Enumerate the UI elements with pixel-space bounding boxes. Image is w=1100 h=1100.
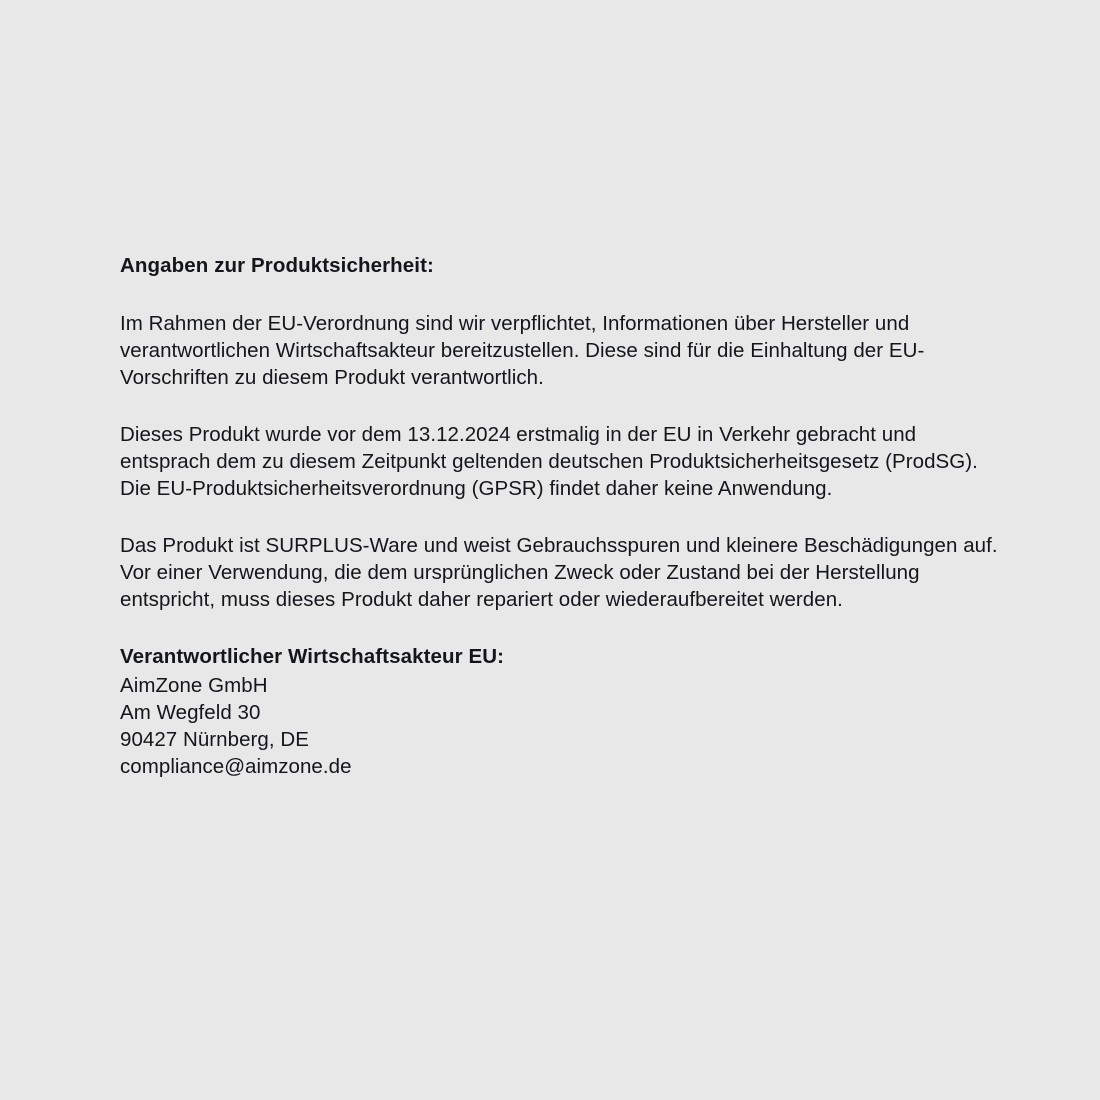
paragraph-eu-regulation-info: Im Rahmen der EU-Verordnung sind wir verpflichtet, Informationen über Hersteller und verantwortlichen Wirtschaftsakteur bereitzustellen. Diese sind für die Einhaltung der EU-Vorschriften zu diesem Produkt verantwortlich. xyxy=(120,311,925,389)
responsible-operator-block xyxy=(120,643,1000,780)
responsible-operator-email: compliance@aimzone.de xyxy=(120,755,352,779)
responsible-operator-city: 90427 Nürnberg, DE xyxy=(120,728,309,752)
paragraph-placed-on-market-date: Dieses Produkt wurde vor dem 13.12.2024 erstmalig in der EU in Verkehr gebracht und entsprach dem zu diesem Zeitpunkt geltenden deutschen Produktsicherheitsgesetz (ProdSG). Die EU-Produktsicherheitsverordnung (GPSR) findet daher keine Anwendung. xyxy=(120,422,978,500)
responsible-operator-street: Am Wegfeld 30 xyxy=(120,701,261,725)
responsible-operator-heading: Verantwortlicher Wirtschaftsakteur EU: xyxy=(120,645,505,669)
paragraph-surplus-condition: Das Produkt ist SURPLUS-Ware und weist Gebrauchsspuren und kleinere Beschädigungen auf. Vor einer Verwendung, die dem ursprünglichen Zweck oder Zustand bei der Herstellung entspricht, muss dieses Produkt daher repariert oder wiederaufbereitet werden. xyxy=(120,533,998,612)
page-title: Angaben zur Produktsicherheit: xyxy=(120,254,434,277)
responsible-operator-company: AimZone GmbH xyxy=(120,674,268,698)
document-content xyxy=(120,252,1000,780)
